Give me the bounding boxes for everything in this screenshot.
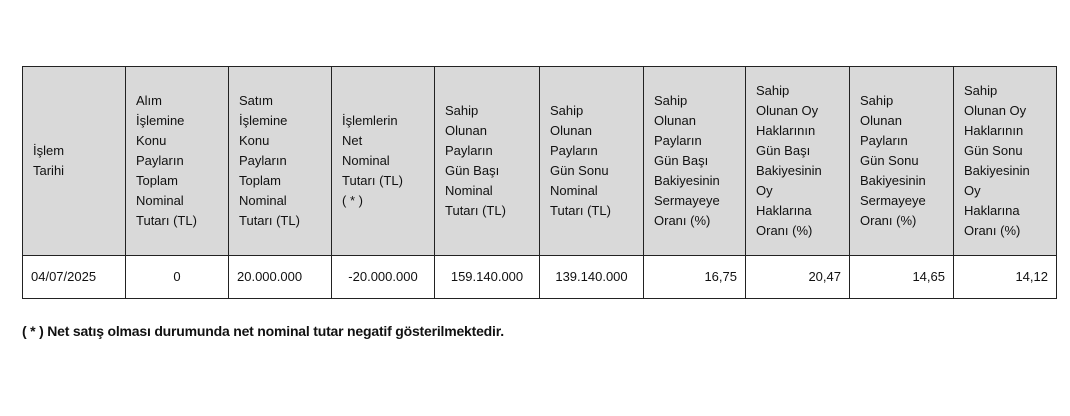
header-end-of-day-nominal: Sahip Olunan Payların Gün Sonu Nominal Tutarı (TL) bbox=[540, 67, 644, 256]
header-end-of-day-voting-ratio: Sahip Olunan Oy Haklarının Gün Sonu Bakiyesinin Oy Haklarına Oranı (%) bbox=[954, 67, 1057, 256]
footnote: ( * ) Net satış olması durumunda net nominal tutar negatif gösterilmektedir. bbox=[22, 323, 504, 339]
header-net-nominal: İşlemlerin Net Nominal Tutarı (TL) ( * ) bbox=[332, 67, 435, 256]
header-end-of-day-capital-ratio: Sahip Olunan Payların Gün Sonu Bakiyesinin Sermayeye Oranı (%) bbox=[850, 67, 954, 256]
table-header-row bbox=[23, 67, 1057, 256]
header-start-of-day-capital-ratio: Sahip Olunan Payların Gün Başı Bakiyesinin Sermayeye Oranı (%) bbox=[644, 67, 746, 256]
transactions-table bbox=[22, 66, 1057, 299]
cell-buy-total-nominal: 0 bbox=[126, 256, 229, 299]
table-row bbox=[23, 256, 1057, 299]
cell-end-of-day-voting-ratio: 14,12 bbox=[954, 256, 1057, 299]
cell-start-of-day-nominal: 159.140.000 bbox=[435, 256, 540, 299]
cell-start-of-day-voting-ratio: 20,47 bbox=[746, 256, 850, 299]
header-start-of-day-nominal: Sahip Olunan Payların Gün Başı Nominal Tutarı (TL) bbox=[435, 67, 540, 256]
cell-end-of-day-nominal: 139.140.000 bbox=[540, 256, 644, 299]
cell-end-of-day-capital-ratio: 14,65 bbox=[850, 256, 954, 299]
header-start-of-day-voting-ratio: Sahip Olunan Oy Haklarının Gün Başı Bakiyesinin Oy Haklarına Oranı (%) bbox=[746, 67, 850, 256]
cell-start-of-day-capital-ratio: 16,75 bbox=[644, 256, 746, 299]
cell-sell-total-nominal: 20.000.000 bbox=[229, 256, 332, 299]
header-sell-total-nominal: Satım İşlemine Konu Payların Toplam Nominal Tutarı (TL) bbox=[229, 67, 332, 256]
header-buy-total-nominal: Alım İşlemine Konu Payların Toplam Nominal Tutarı (TL) bbox=[126, 67, 229, 256]
header-transaction-date: İşlem Tarihi bbox=[23, 67, 126, 256]
cell-transaction-date: 04/07/2025 bbox=[23, 256, 126, 299]
cell-net-nominal: -20.000.000 bbox=[332, 256, 435, 299]
